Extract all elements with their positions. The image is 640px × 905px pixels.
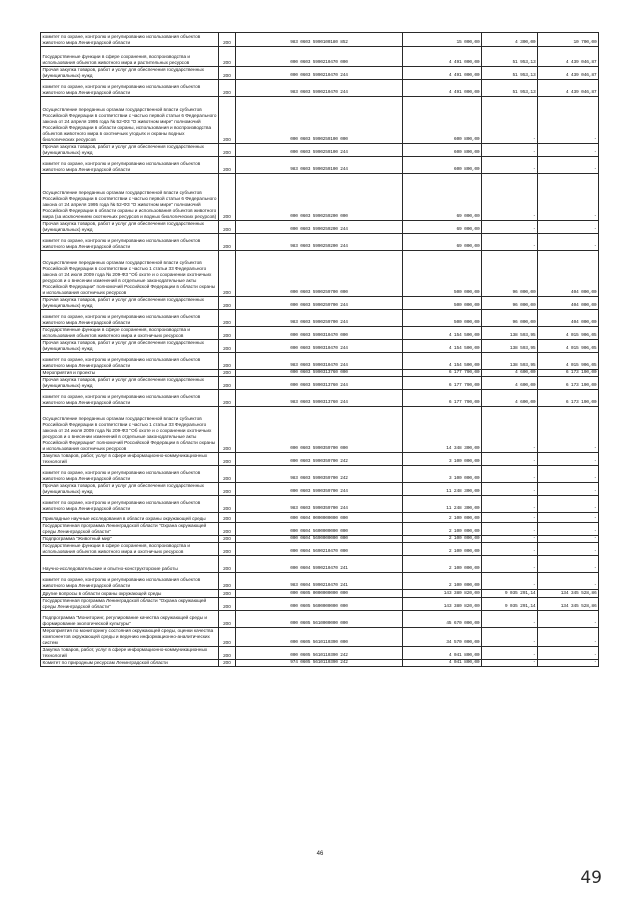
row-budget-code: 000 0603 5990259100 000: [236, 97, 403, 144]
row-line-code: 200: [219, 466, 236, 483]
row-line-code: 200: [219, 536, 236, 543]
table-row: [41, 660, 599, 667]
row-unexecuted-amount: 4 015 906,05: [538, 340, 599, 353]
row-executed-amount: 96 000,00: [482, 310, 538, 327]
row-unexecuted-amount: -: [538, 611, 599, 628]
row-name: комитет по охране, контролю и регулированию использования объектов животного мира Ленинградской области: [41, 466, 219, 483]
row-budget-code: 000 0603 5990259100 244: [236, 144, 403, 157]
row-approved-amount: 11 248 300,00: [403, 483, 482, 496]
row-line-code: 200: [219, 377, 236, 390]
table-row: [41, 496, 599, 513]
row-unexecuted-amount: -: [538, 573, 599, 590]
row-unexecuted-amount: -: [538, 647, 599, 660]
table-row: [41, 598, 599, 611]
row-unexecuted-amount: 4 439 046,87: [538, 67, 599, 80]
row-unexecuted-amount: -: [538, 628, 599, 647]
table-body: [41, 33, 599, 667]
table-row: [41, 483, 599, 496]
row-executed-amount: -: [482, 536, 538, 543]
row-budget-code: 000 0604 5690000000 000: [236, 536, 403, 543]
row-executed-amount: 51 953,13: [482, 67, 538, 80]
row-name: комитет по охране, контролю и регулированию использования объектов животного мира Ленинградской области: [41, 390, 219, 407]
row-budget-code: 000 0603 5990259200 000: [236, 174, 403, 221]
row-budget-code: 983 0603 5990359700 242: [236, 466, 403, 483]
row-executed-amount: -: [482, 97, 538, 144]
row-name: Государственные функции в сфере сохранения, воспроизводства и использования объектов животного мира и охотничьих ресурсов: [41, 327, 219, 340]
row-unexecuted-amount: -: [538, 144, 599, 157]
row-name: Прочая закупка товаров, работ и услуг для обеспечения государственных (муниципальных) нужд: [41, 221, 219, 234]
row-line-code: 200: [219, 556, 236, 573]
row-unexecuted-amount: -: [538, 97, 599, 144]
row-unexecuted-amount: -: [538, 453, 599, 466]
row-approved-amount: 3 100 000,00: [403, 453, 482, 466]
row-executed-amount: -: [482, 660, 538, 667]
budget-execution-table: [40, 32, 599, 667]
row-budget-code: 000 0604 5600000000 000: [236, 523, 403, 536]
row-budget-code: 983 0603 5990210470 244: [236, 80, 403, 97]
row-budget-code: 983 0603 5990310470 244: [236, 353, 403, 370]
row-unexecuted-amount: -: [538, 483, 599, 496]
row-name: Прочая закупка товаров, работ и услуг для обеспечения государственных (муниципальных) нужд: [41, 144, 219, 157]
row-line-code: 200: [219, 144, 236, 157]
row-budget-code: 000 0603 5990259200 244: [236, 221, 403, 234]
row-line-code: 200: [219, 310, 236, 327]
row-executed-amount: -: [482, 144, 538, 157]
row-budget-code: 983 0603 5990259700 244: [236, 310, 403, 327]
row-approved-amount: 2 100 000,00: [403, 523, 482, 536]
row-budget-code: 000 0604 5690210470 000: [236, 543, 403, 556]
table-row: [41, 353, 599, 370]
row-approved-amount: 4 154 500,00: [403, 353, 482, 370]
row-approved-amount: 4 041 800,00: [403, 660, 482, 667]
row-name: Закупка товаров, работ, услуг в сфере информационно-коммуникационных технологий: [41, 647, 219, 660]
row-budget-code: 000 0603 5990210470 244: [236, 67, 403, 80]
row-approved-amount: 600 800,00: [403, 97, 482, 144]
row-line-code: 200: [219, 453, 236, 466]
table-row: [41, 513, 599, 523]
table-row: [41, 590, 599, 598]
row-budget-code: 000 0603 5990359700 000: [236, 407, 403, 453]
row-budget-code: 000 0603 5990259700 244: [236, 297, 403, 310]
row-name: Прочая закупка товаров, работ и услуг для обеспечения государственных (муниципальных) нужд: [41, 340, 219, 353]
row-approved-amount: 2 100 000,00: [403, 513, 482, 523]
row-executed-amount: -: [482, 174, 538, 221]
row-executed-amount: -: [482, 221, 538, 234]
row-line-code: 200: [219, 327, 236, 340]
row-approved-amount: 6 177 790,00: [403, 390, 482, 407]
row-budget-code: 000 0605 5610110390 000: [236, 628, 403, 647]
row-approved-amount: 500 000,00: [403, 251, 482, 297]
row-approved-amount: 14 348 300,00: [403, 407, 482, 453]
row-name: Прочая закупка товаров, работ и услуг для обеспечения государственных (муниципальных) нужд: [41, 297, 219, 310]
row-line-code: 200: [219, 647, 236, 660]
table-row: [41, 157, 599, 174]
row-unexecuted-amount: -: [538, 407, 599, 453]
row-name: комитет по охране, контролю и регулированию использования объектов животного мира Ленинградской области: [41, 33, 219, 47]
row-approved-amount: 4 491 000,00: [403, 80, 482, 97]
row-budget-code: 000 0603 5990359700 244: [236, 483, 403, 496]
row-approved-amount: 4 041 800,00: [403, 647, 482, 660]
row-unexecuted-amount: -: [538, 496, 599, 513]
row-name: Другие вопросы в области охраны окружающей среды: [41, 590, 219, 598]
row-name: Прочая закупка товаров, работ и услуг для обеспечения государственных (муниципальных) нужд: [41, 377, 219, 390]
table-row: [41, 33, 599, 47]
row-line-code: 200: [219, 174, 236, 221]
row-unexecuted-amount: -: [538, 234, 599, 251]
row-name: Прочая закупка товаров, работ и услуг для обеспечения государственных (муниципальных) нужд: [41, 483, 219, 496]
row-line-code: 200: [219, 47, 236, 67]
row-executed-amount: -: [482, 466, 538, 483]
row-unexecuted-amount: -: [538, 543, 599, 556]
row-name: комитет по охране, контролю и регулированию использования объектов животного мира Ленинградской области: [41, 157, 219, 174]
row-approved-amount: 2 100 000,00: [403, 543, 482, 556]
row-budget-code: 000 0604 5990210470 241: [236, 556, 403, 573]
row-unexecuted-amount: 6 173 190,00: [538, 390, 599, 407]
table-row: [41, 47, 599, 67]
row-unexecuted-amount: 4 015 906,05: [538, 353, 599, 370]
table-row: [41, 67, 599, 80]
page-number: 46: [316, 851, 324, 857]
row-line-code: 200: [219, 483, 236, 496]
table-row: [41, 251, 599, 297]
row-approved-amount: 143 380 820,00: [403, 598, 482, 611]
row-budget-code: 000 0605 5610000000 000: [236, 611, 403, 628]
row-executed-amount: 4 600,00: [482, 377, 538, 390]
row-approved-amount: 6 177 790,00: [403, 370, 482, 377]
row-name: Научно-исследовательские и опытно-конструкторские работы: [41, 556, 219, 573]
row-unexecuted-amount: 6 173 190,00: [538, 370, 599, 377]
row-name: Государственная программа Ленинградской области "Охрана окружающей среды Ленинградской области": [41, 523, 219, 536]
row-approved-amount: 4 491 000,00: [403, 67, 482, 80]
row-unexecuted-amount: 134 345 528,86: [538, 590, 599, 598]
row-executed-amount: 4 600,00: [482, 390, 538, 407]
row-approved-amount: 6 177 790,00: [403, 377, 482, 390]
row-name: Государственная программа Ленинградской области "Охрана окружающей среды Ленинградской области": [41, 598, 219, 611]
row-name: Мероприятия и проекты: [41, 370, 219, 377]
row-line-code: 200: [219, 590, 236, 598]
row-approved-amount: 600 800,00: [403, 144, 482, 157]
row-unexecuted-amount: -: [538, 174, 599, 221]
row-name: комитет по охране, контролю и регулированию использования объектов животного мира Ленинградской области: [41, 496, 219, 513]
row-unexecuted-amount: -: [538, 466, 599, 483]
row-approved-amount: 143 380 820,00: [403, 590, 482, 598]
row-name: комитет по охране, контролю и регулированию использования объектов животного мира Ленинградской области: [41, 234, 219, 251]
row-approved-amount: 500 000,00: [403, 310, 482, 327]
table-row: [41, 174, 599, 221]
row-approved-amount: 11 248 300,00: [403, 496, 482, 513]
row-approved-amount: 69 000,00: [403, 174, 482, 221]
row-line-code: 200: [219, 221, 236, 234]
row-executed-amount: -: [482, 453, 538, 466]
table-row: [41, 611, 599, 628]
row-line-code: 200: [219, 407, 236, 453]
table-row: [41, 543, 599, 556]
row-name: Осуществление переданных органам государственной власти субъектов Российской Федерации в соответствии с частью 1 статьи 33 Федерального закона от 24 июля 2009 года № 209-ФЗ "Об охоте и о сохранении охотничьих ресурсов и о внесении изменений в отдельные законодательные акты Российской Федерации" полномочий Российской Федерации в области охраны и использования охотничьих ресурсов: [41, 251, 219, 297]
row-name: Мероприятия по мониторингу состояния окружающей среды, оценки качества компонентов окружающей среды и ведению информационно-аналитических систем: [41, 628, 219, 647]
table-row: [41, 80, 599, 97]
row-unexecuted-amount: -: [538, 513, 599, 523]
row-line-code: 200: [219, 598, 236, 611]
row-line-code: 200: [219, 611, 236, 628]
table-row: [41, 144, 599, 157]
row-unexecuted-amount: 404 000,00: [538, 251, 599, 297]
row-unexecuted-amount: 10 700,00: [538, 33, 599, 47]
row-executed-amount: -: [482, 157, 538, 174]
row-budget-code: 000 0603 5990259700 000: [236, 251, 403, 297]
row-name: Закупка товаров, работ, услуг в сфере информационно-коммуникационных технологий: [41, 453, 219, 466]
row-approved-amount: 34 570 000,00: [403, 628, 482, 647]
row-name: комитет по охране, контролю и регулированию использования объектов животного мира Ленинградской области: [41, 573, 219, 590]
row-approved-amount: 4 154 500,00: [403, 327, 482, 340]
row-budget-code: 000 0605 5610110390 242: [236, 647, 403, 660]
row-budget-code: 000 0603 5990313760 000: [236, 370, 403, 377]
row-unexecuted-amount: -: [538, 556, 599, 573]
row-line-code: 200: [219, 660, 236, 667]
row-line-code: 200: [219, 297, 236, 310]
row-executed-amount: -: [482, 573, 538, 590]
row-budget-code: 974 0605 5610110390 242: [236, 660, 403, 667]
row-executed-amount: 4 600,00: [482, 370, 538, 377]
row-unexecuted-amount: -: [538, 157, 599, 174]
table-row: [41, 340, 599, 353]
table-row: [41, 647, 599, 660]
row-executed-amount: 51 953,13: [482, 80, 538, 97]
row-executed-amount: -: [482, 523, 538, 536]
row-unexecuted-amount: -: [538, 536, 599, 543]
row-budget-code: 000 0603 5990313760 244: [236, 377, 403, 390]
row-approved-amount: 15 000,00: [403, 33, 482, 47]
table-row: [41, 523, 599, 536]
row-executed-amount: 9 035 291,14: [482, 590, 538, 598]
row-approved-amount: 4 154 500,00: [403, 340, 482, 353]
row-unexecuted-amount: 4 015 906,05: [538, 327, 599, 340]
row-name: Прикладные научные исследования в области охраны окружающей среды: [41, 513, 219, 523]
row-budget-code: 000 0603 5990310470 244: [236, 340, 403, 353]
table-row: [41, 407, 599, 453]
row-name: комитет по охране, контролю и регулированию использования объектов животного мира Ленинградской области: [41, 353, 219, 370]
row-budget-code: 000 0603 5990359700 242: [236, 453, 403, 466]
row-executed-amount: 4 300,00: [482, 33, 538, 47]
row-budget-code: 000 0605 0000000000 000: [236, 590, 403, 598]
row-approved-amount: 500 000,00: [403, 297, 482, 310]
row-line-code: 200: [219, 628, 236, 647]
row-approved-amount: 4 491 000,00: [403, 47, 482, 67]
row-executed-amount: -: [482, 611, 538, 628]
table-row: [41, 297, 599, 310]
row-executed-amount: -: [482, 556, 538, 573]
row-line-code: 200: [219, 496, 236, 513]
row-name: Комитет по природным ресурсам Ленинградской области: [41, 660, 219, 667]
row-name: Подпрограмма "Мониторинг, регулирование качества окружающей среды и формирование экологической культуры": [41, 611, 219, 628]
row-executed-amount: -: [482, 407, 538, 453]
table-row: [41, 573, 599, 590]
row-approved-amount: 45 670 000,00: [403, 611, 482, 628]
row-line-code: 200: [219, 523, 236, 536]
row-budget-code: 983 0604 5990210470 241: [236, 573, 403, 590]
row-unexecuted-amount: 6 173 190,00: [538, 377, 599, 390]
row-budget-code: 000 0603 5990310470 000: [236, 327, 403, 340]
row-line-code: 200: [219, 370, 236, 377]
row-line-code: 200: [219, 33, 236, 47]
row-executed-amount: 138 593,95: [482, 327, 538, 340]
row-executed-amount: -: [482, 483, 538, 496]
row-budget-code: 983 0603 5990259200 244: [236, 234, 403, 251]
row-line-code: 200: [219, 543, 236, 556]
row-name: Государственные функции в сфере сохранения, воспроизводства и использования объектов животного мира и охотничьих ресурсов: [41, 543, 219, 556]
row-executed-amount: -: [482, 647, 538, 660]
row-name: Прочая закупка товаров, работ и услуг для обеспечения государственных (муниципальных) нужд: [41, 67, 219, 80]
row-unexecuted-amount: 134 345 528,86: [538, 598, 599, 611]
row-name: Государственные функции в сфере сохранения, воспроизводства и использования объектов животного мира и растительных ресурсов: [41, 47, 219, 67]
row-line-code: 200: [219, 390, 236, 407]
row-approved-amount: 2 100 000,00: [403, 556, 482, 573]
row-unexecuted-amount: 4 439 046,87: [538, 80, 599, 97]
row-unexecuted-amount: 4 439 046,87: [538, 47, 599, 67]
row-executed-amount: -: [482, 628, 538, 647]
row-unexecuted-amount: 404 000,00: [538, 297, 599, 310]
row-approved-amount: 2 100 000,00: [403, 573, 482, 590]
row-name: Осуществление переданных органам государственной власти субъектов Российской Федерации в соответствии с частью 1 статьи 33 Федерального закона от 24 июля 2009 года № 209-ФЗ "Об охоте и о сохранении охотничьих ресурсов и о внесении изменений в отдельные законодательные акты Российской Федерации" полномочий Российской Федерации в области охраны и использования охотничьих ресурсов: [41, 407, 219, 453]
row-executed-amount: 96 000,00: [482, 251, 538, 297]
table-row: [41, 536, 599, 543]
row-name: Осуществление переданных органам государственной власти субъектов Российской Федерации в соответствии с частью первой статьи 6 Федерального закона от 24 апреля 1995 года № 52-ФЗ "О животном мире" полномочий Российской Федерации в области охраны, использования и воспроизводства объектов животного мира в охотничьих угодьях и охраны водных биологических ресурсов: [41, 97, 219, 144]
row-budget-code: 000 0603 5990210470 000: [236, 47, 403, 67]
row-budget-code: 000 0605 5600000000 000: [236, 598, 403, 611]
table-row: [41, 556, 599, 573]
row-executed-amount: 96 000,00: [482, 297, 538, 310]
table-row: [41, 466, 599, 483]
row-approved-amount: 69 000,00: [403, 234, 482, 251]
table-row: [41, 97, 599, 144]
row-executed-amount: -: [482, 513, 538, 523]
row-approved-amount: 2 100 000,00: [403, 536, 482, 543]
row-executed-amount: 9 035 291,14: [482, 598, 538, 611]
row-line-code: 200: [219, 234, 236, 251]
row-executed-amount: 138 593,95: [482, 353, 538, 370]
table-row: [41, 370, 599, 377]
table-row: [41, 327, 599, 340]
row-budget-code: 983 0603 5990259100 244: [236, 157, 403, 174]
row-budget-code: 983 0603 5990313760 244: [236, 390, 403, 407]
row-executed-amount: -: [482, 543, 538, 556]
row-executed-amount: 51 953,13: [482, 47, 538, 67]
row-unexecuted-amount: -: [538, 221, 599, 234]
row-line-code: 200: [219, 80, 236, 97]
row-line-code: 200: [219, 573, 236, 590]
table-row: [41, 628, 599, 647]
table-row: [41, 453, 599, 466]
row-name: Подпрограмма "Животный мир": [41, 536, 219, 543]
row-name: комитет по охране, контролю и регулированию использования объектов животного мира Ленинградской области: [41, 80, 219, 97]
table-row: [41, 390, 599, 407]
table-row: [41, 377, 599, 390]
row-executed-amount: -: [482, 234, 538, 251]
table-row: [41, 234, 599, 251]
row-line-code: 200: [219, 251, 236, 297]
row-budget-code: 000 0604 0000000000 000: [236, 513, 403, 523]
table-row: [41, 310, 599, 327]
row-budget-code: 983 0603 5990359700 244: [236, 496, 403, 513]
row-unexecuted-amount: -: [538, 523, 599, 536]
row-line-code: 200: [219, 157, 236, 174]
row-executed-amount: -: [482, 496, 538, 513]
row-name: комитет по охране, контролю и регулированию использования объектов животного мира Ленинградской области: [41, 310, 219, 327]
table-row: [41, 221, 599, 234]
row-approved-amount: 600 800,00: [403, 157, 482, 174]
row-line-code: 200: [219, 353, 236, 370]
row-approved-amount: 69 000,00: [403, 221, 482, 234]
row-line-code: 200: [219, 67, 236, 80]
row-name: Осуществление переданных органам государственной власти субъектов Российской Федерации в соответствии с частью первой статьи 6 Федерального закона от 24 апреля 1995 года № 52-ФЗ "О животном мире" полномочий Российской Федерации в области охраны и использования объектов животного мира (за исключением охотничьих ресурсов и водных биологических ресурсов): [41, 174, 219, 221]
row-unexecuted-amount: 404 000,00: [538, 310, 599, 327]
row-line-code: 200: [219, 97, 236, 144]
row-approved-amount: 3 100 000,00: [403, 466, 482, 483]
row-budget-code: 983 0603 5990100180 852: [236, 33, 403, 47]
row-line-code: 200: [219, 513, 236, 523]
row-line-code: 200: [219, 340, 236, 353]
row-executed-amount: 138 593,95: [482, 340, 538, 353]
handwritten-sheet-number: 49: [580, 868, 602, 888]
row-unexecuted-amount: -: [538, 660, 599, 667]
